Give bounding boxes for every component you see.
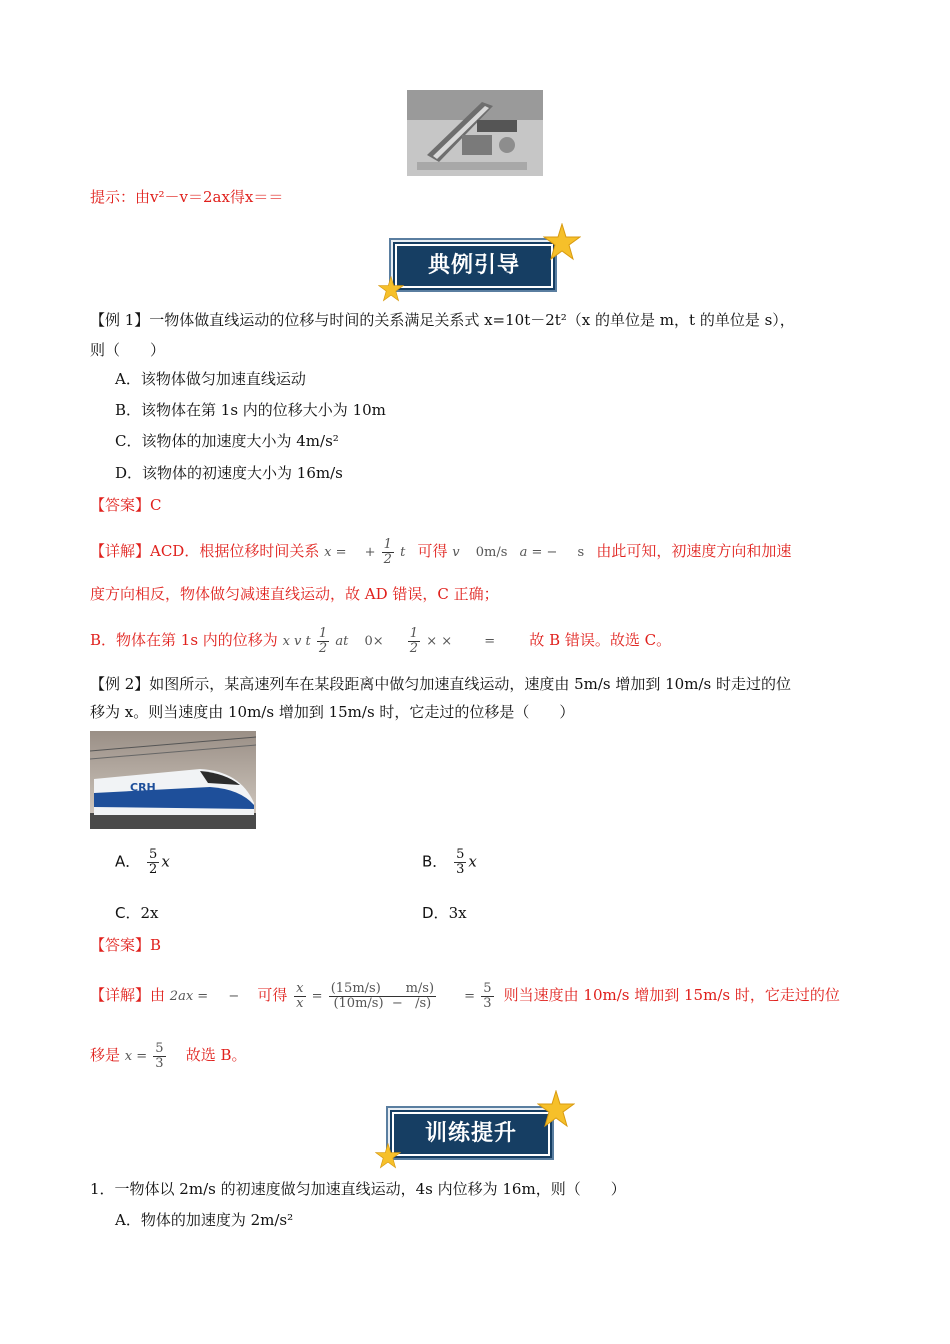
formula-part: − [391,996,403,1011]
example2-detail-line2 [90,1042,247,1071]
option-var: x [468,852,477,871]
formula-part: = [311,989,323,1004]
formula-part: s [577,545,585,560]
denominator: 3 [456,862,465,877]
example2-option-d [422,902,467,924]
detail-text: 故选 B。 [185,1046,247,1064]
star-icon [543,223,581,261]
example2-answer: 【答案】B [90,936,162,954]
option-letter: C． [115,904,141,922]
option-letter: D． [422,904,449,922]
formula-part: x = [124,1049,148,1064]
example1-option-b: B．该物体在第 1s 内的位移大小为 10m [115,401,386,419]
formula-part: 2ax = [169,989,209,1004]
denominator: 2 [409,641,419,656]
numerator: x [296,981,304,996]
option-letter: A． [115,852,141,871]
formula-part: x = [324,545,347,560]
detail-text: 【详解】由 [90,986,166,1004]
formula-part: − [228,989,240,1004]
detail-text: 由此可知，初速度方向和加速 [596,542,792,560]
fraction [317,627,329,656]
denominator: 3 [483,996,492,1011]
formula [282,626,500,656]
detail-text: B．物体在第 1s 内的位移为 [90,631,278,649]
numerator: 1 [383,537,392,552]
hint-text: 提示：由v²－v＝2ax得x＝＝ [90,188,284,206]
numerator: 1 [318,626,328,641]
option-letter: B． [422,852,448,871]
example2-stem-cont: 移为 x。则当速度由 10m/s 增加到 15m/s 时，它走过的位移是（ ） [90,703,575,721]
formula-part: /s) [415,996,432,1011]
fraction [329,982,436,1011]
detail-text: 故 B 错误。故选 C。 [529,631,672,649]
example2-detail-line1 [90,982,840,1011]
detail-text: 可得 [417,542,448,560]
fraction [294,982,305,1011]
formula-part: m/s) [405,981,435,996]
option-text: 3x [448,904,467,922]
example1-detail-line2: 度方向相反，物体做匀减速直线运动，故 AD 错误，C 正确； [90,585,499,603]
airport-aerial-image [407,90,543,176]
detail-text: 移是 [90,1046,121,1064]
detail-text: 【详解】ACD．根据位移时间关系 [90,542,320,560]
example1-detail-line1 [90,538,791,567]
denominator: 2 [318,641,328,656]
numerator [329,982,436,997]
denominator [329,997,436,1011]
fraction [454,848,466,877]
numerator: 1 [409,626,419,641]
formula [452,545,588,560]
fraction [408,627,420,656]
denominator: x [296,996,304,1011]
formula-part: 0× [364,634,384,649]
formula [124,1041,172,1071]
denominator: 2 [383,552,392,567]
formula-part: (10m/s) [333,996,384,1011]
example2-stem: 【例 2】如图所示，某高速列车在某段距离中做匀加速直线运动，速度由 5m/s 增加到 10m/s 时走过的位 [90,675,791,693]
formula-part: (15m/s) [330,981,381,996]
formula-part: 0m/s [475,545,508,560]
formula [324,537,409,567]
example2-option-a [115,848,170,877]
section-banner-examples [389,238,565,296]
example2-option-b [422,848,477,877]
formula-part: = [464,989,476,1004]
star-icon [378,276,404,302]
formula [292,981,499,1011]
example1-option-a: A．该物体做匀加速直线运动 [115,370,306,388]
formula-part: t [400,545,406,560]
denominator: 2 [149,862,158,877]
fraction [147,848,159,877]
question1-stem: 1．一物体以 2m/s 的初速度做匀加速直线运动，4s 内位移为 16m，则（ ） [90,1180,626,1198]
star-icon [375,1143,401,1169]
train-label: CRH [130,781,156,794]
example1-stem: 【例 1】一物体做直线运动的位移与时间的关系满足关系式 x=10t－2t²（x 的单位是 m，t 的单位是 s）， [90,311,795,329]
detail-text: 则当速度由 10m/s 增加到 15m/s 时，它走过的位 [503,986,840,1004]
detail-text: 可得 [257,986,288,1004]
banner-title: 典例引导 [395,244,553,288]
banner-title: 训练提升 [392,1112,550,1156]
denominator: 3 [155,1056,164,1071]
section-banner-practice [386,1106,562,1164]
option-text: 2x [140,904,159,922]
fraction [153,1042,165,1071]
option-var: x [161,852,170,871]
formula-part: at [335,634,349,649]
example1-stem-cont: 则（ ） [90,341,166,359]
numerator: 5 [456,847,465,862]
formula-part: x v t [282,634,311,649]
example1-option-c: C．该物体的加速度大小为 4m/s² [115,432,339,450]
fraction [481,982,493,1011]
formula-part: a = − [519,545,558,560]
numerator: 5 [149,847,158,862]
question1-option-a: A．物体的加速度为 2m/s² [115,1211,294,1229]
formula-part: × × [426,634,453,649]
example1-answer: 【答案】C [90,496,162,514]
numerator: 5 [483,981,492,996]
fraction [382,538,394,567]
formula-part: v [452,545,460,560]
example2-option-c [115,902,159,924]
formula-part: + [364,545,376,560]
example1-detail-line3 [90,627,671,656]
formula [170,989,244,1004]
numerator: 5 [155,1041,164,1056]
train-image [90,731,256,829]
example1-option-d: D．该物体的初速度大小为 16m/s [115,464,343,482]
star-icon [537,1090,575,1128]
formula-part: = [484,634,496,649]
